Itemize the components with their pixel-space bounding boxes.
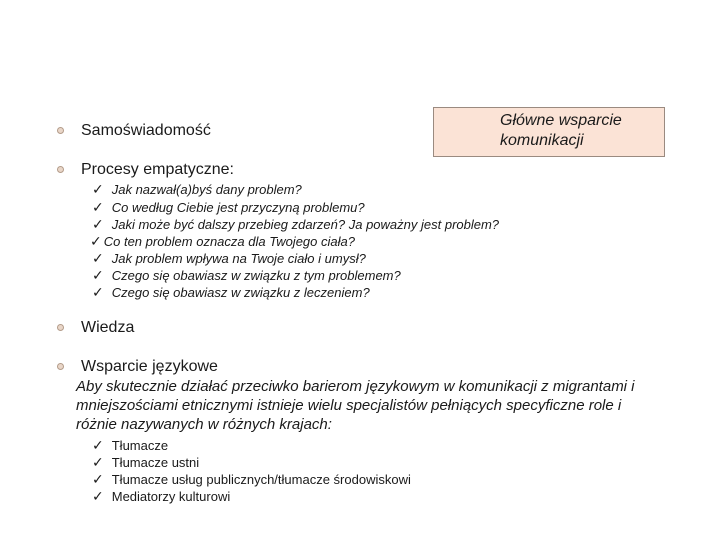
checkmark-icon: ✓ [92, 437, 104, 453]
heading-wsparcie-jezykowe: Wsparcie językowe [81, 358, 218, 375]
paragraph-wsparcie: Aby skutecznie działać przeciwko barierom językowym w komunikacji z migrantami i mniejszościami etnicznymi istnieje wielu specjalistów pełniących specyficzne role i różnie nazywanych w różnych krajach: [76, 378, 635, 433]
round-bullet-icon [57, 127, 64, 134]
checkmark-icon: ✓ [92, 471, 104, 487]
callout-title [500, 111, 622, 151]
list-item: ✓ Tłumacze usług publicznych/tłumacze środowiskowi [92, 471, 411, 487]
checkmark-icon: ✓ [92, 267, 104, 283]
list-item: ✓ Jak nazwał(a)byś dany problem? [92, 181, 302, 197]
heading-wiedza: Wiedza [81, 319, 135, 336]
checkmark-icon: ✓ [92, 250, 104, 266]
list-item: ✓ Jaki może być dalszy przebieg zdarzeń? Ja poważny jest problem? [92, 216, 500, 232]
checkmark-icon: ✓ [90, 233, 102, 249]
round-bullet-icon [57, 166, 64, 173]
callout-line-2: komunikacji [500, 132, 584, 149]
round-bullet-icon [57, 363, 64, 370]
checkmark-icon: ✓ [92, 199, 104, 215]
list-item: ✓ Mediatorzy kulturowi [92, 488, 231, 504]
checkmark-icon: ✓ [92, 216, 104, 232]
heading-procesy-empatyczne: Procesy empatyczne: [81, 161, 234, 178]
list-item: ✓ Czego się obawiasz w związku z leczeniem? [92, 284, 370, 300]
round-bullet-icon [57, 324, 64, 331]
list-item: ✓ Co ten problem oznacza dla Twojego ciała? [90, 233, 355, 249]
list-item: ✓ Jak problem wpływa na Twoje ciało i umysł? [92, 250, 366, 266]
callout-box [433, 107, 665, 157]
list-item: ✓ Tłumacze ustni [92, 454, 200, 470]
checkmark-icon: ✓ [92, 181, 104, 197]
list-item: ✓ Tłumacze [92, 437, 169, 453]
list-item: ✓ Co według Ciebie jest przyczyną problemu? [92, 199, 365, 215]
checkmark-icon: ✓ [92, 488, 104, 504]
heading-samoswiadomosc: Samoświadomość [81, 122, 211, 139]
callout-line-1: Główne wsparcie [500, 112, 622, 129]
checkmark-icon: ✓ [92, 454, 104, 470]
list-item: ✓ Czego się obawiasz w związku z tym problemem? [92, 267, 401, 283]
checkmark-icon: ✓ [92, 284, 104, 300]
